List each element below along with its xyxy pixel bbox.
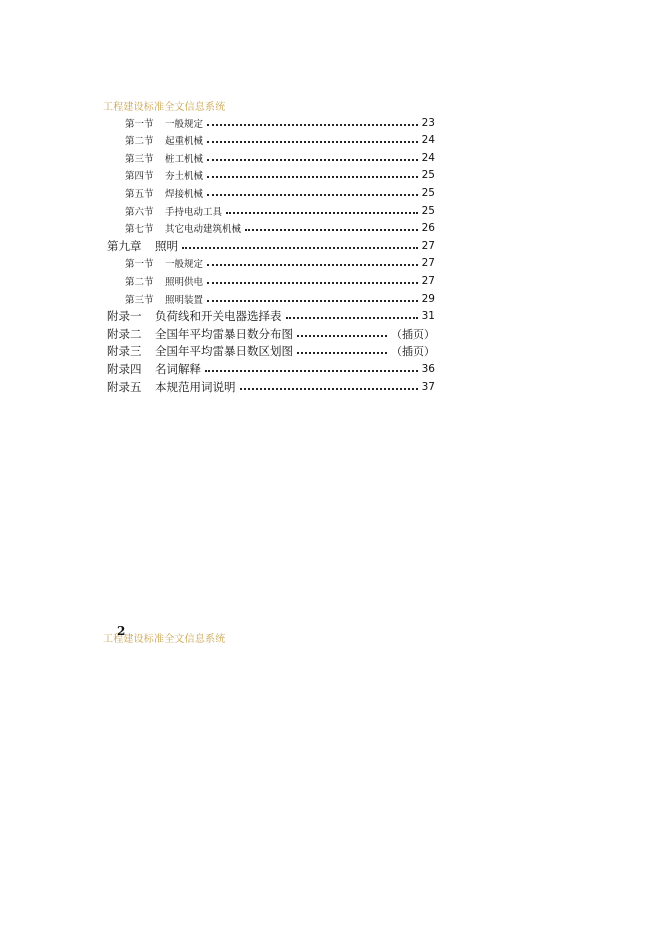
toc-dot-leader xyxy=(297,352,387,354)
toc-entry-title: 夯土机械 xyxy=(165,171,204,183)
toc-entry-title: 名词解释 xyxy=(155,361,201,376)
toc-entry-page: 36 xyxy=(421,362,435,375)
toc-dot-leader xyxy=(226,212,418,214)
toc-chapter-entry[interactable] xyxy=(107,378,435,395)
toc-dot-leader xyxy=(207,264,418,266)
toc-entry-page: 31 xyxy=(421,310,435,323)
toc-entry-number: 第一节 xyxy=(125,118,154,130)
toc-entry-page: 37 xyxy=(421,380,435,393)
toc-entry-number: 附录四 xyxy=(107,361,142,376)
toc-section-entry[interactable] xyxy=(125,272,435,289)
toc-section-entry[interactable] xyxy=(125,149,435,166)
toc-entry-page: 27 xyxy=(421,239,435,252)
toc-dot-leader xyxy=(207,300,418,302)
toc-entry-title: 全国年平均雷暴日数分布图 xyxy=(155,326,293,341)
toc-entry-page: 25 xyxy=(421,169,435,182)
toc-entry-number: 附录二 xyxy=(107,326,142,341)
toc-dot-leader xyxy=(207,159,418,161)
toc-entry-number: 附录一 xyxy=(107,309,142,324)
toc-entry-number: 第七节 xyxy=(125,224,154,236)
toc-entry-title: 一般规定 xyxy=(165,118,204,130)
toc-section-entry[interactable] xyxy=(125,290,435,307)
toc-entry-number: 第九章 xyxy=(107,238,142,253)
toc-entry-number: 附录五 xyxy=(107,379,142,394)
toc-entry-number: 第二节 xyxy=(125,136,154,148)
toc-entry-page: 23 xyxy=(421,116,435,129)
toc-entry-title: 照明供电 xyxy=(165,276,204,288)
toc-entry-number: 第四节 xyxy=(125,171,154,183)
toc-chapter-entry[interactable] xyxy=(107,343,435,360)
toc-entry-title: 照明装置 xyxy=(165,294,204,306)
toc-dot-leader xyxy=(286,317,418,319)
toc-dot-leader xyxy=(207,176,418,178)
toc-section-entry[interactable] xyxy=(125,255,435,272)
toc-chapter-entry[interactable] xyxy=(107,360,435,377)
toc-chapter-entry[interactable] xyxy=(107,325,435,342)
toc-entry-title: 照明 xyxy=(155,238,178,253)
toc-section-entry[interactable] xyxy=(125,114,435,131)
toc-entry-page: 24 xyxy=(421,151,435,164)
toc-section-entry[interactable] xyxy=(125,220,435,237)
toc-entry-title: 起重机械 xyxy=(165,136,204,148)
toc-dot-leader xyxy=(207,141,418,143)
toc-entry-title: 手持电动工具 xyxy=(165,206,223,218)
toc-dot-leader xyxy=(205,370,418,372)
toc-section-entry[interactable] xyxy=(125,202,435,219)
toc-entry-page: 26 xyxy=(421,222,435,235)
toc-dot-leader xyxy=(240,388,418,390)
toc-entry-title: 桩工机械 xyxy=(165,153,204,165)
toc-entry-title: 全国年平均雷暴日数区划图 xyxy=(155,344,293,359)
toc-dot-leader xyxy=(207,194,418,196)
toc-chapter-entry[interactable] xyxy=(107,308,435,325)
toc-entry-page: （插页） xyxy=(391,345,435,359)
toc-entry-number: 附录三 xyxy=(107,344,142,359)
toc-section-entry[interactable] xyxy=(125,184,435,201)
toc-entry-title: 一般规定 xyxy=(165,259,204,271)
toc-section-entry[interactable] xyxy=(125,132,435,149)
toc-entry-number: 第三节 xyxy=(125,294,154,306)
toc-entry-number: 第三节 xyxy=(125,153,154,165)
toc-dot-leader xyxy=(182,247,418,249)
toc-entry-page: 29 xyxy=(421,292,435,305)
toc-entry-title: 本规范用词说明 xyxy=(155,379,236,394)
toc-entry-title: 其它电动建筑机械 xyxy=(165,224,242,236)
toc-entry-page: 24 xyxy=(421,134,435,147)
toc-entry-page: 27 xyxy=(421,257,435,270)
toc-entry-title: 焊接机械 xyxy=(165,188,204,200)
toc-entry-number: 第六节 xyxy=(125,206,154,218)
toc-entry-page: 25 xyxy=(421,186,435,199)
toc-entry-title: 负荷线和开关电器选择表 xyxy=(155,309,282,324)
toc-section-entry[interactable] xyxy=(125,167,435,184)
toc-entry-page: 25 xyxy=(421,204,435,217)
toc-entry-page: 27 xyxy=(421,274,435,287)
toc-entry-page: （插页） xyxy=(391,327,435,341)
toc-entry-number: 第五节 xyxy=(125,188,154,200)
header-watermark: 工程建设标准全文信息系统 xyxy=(103,102,226,113)
footer-watermark: 工程建设标准全文信息系统 xyxy=(103,634,226,645)
toc-chapter-entry[interactable] xyxy=(107,237,435,254)
toc-dot-leader xyxy=(207,282,418,284)
toc-dot-leader xyxy=(207,124,418,126)
toc-entry-number: 第一节 xyxy=(125,259,154,271)
toc-dot-leader xyxy=(297,335,387,337)
toc-dot-leader xyxy=(245,229,418,231)
toc-entry-number: 第二节 xyxy=(125,276,154,288)
page-number: 2 xyxy=(117,624,126,638)
